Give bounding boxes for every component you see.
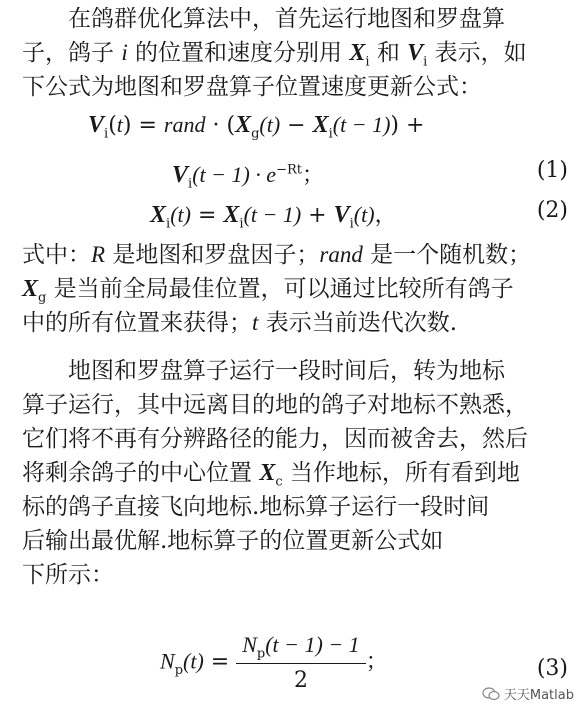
- text-span: 在鸽群优化算法中，首先运行地图和罗盘算: [68, 6, 505, 32]
- equation-1-line-2: [172, 158, 324, 191]
- variable-X: X: [312, 112, 329, 138]
- variable-X: X: [22, 276, 39, 302]
- text-line: [22, 524, 570, 558]
- text-span: 将剩余鸽子的中心位置: [22, 460, 252, 486]
- subscript: i: [365, 54, 370, 70]
- subscript: p: [256, 646, 266, 662]
- subscript: i: [328, 126, 333, 142]
- subscript: i: [188, 176, 193, 192]
- paragraph-intro: [22, 2, 570, 104]
- fraction: [236, 632, 365, 693]
- equation-3: [160, 632, 388, 693]
- operator: +: [301, 203, 334, 228]
- punctuation: ；: [365, 649, 388, 675]
- fraction-numerator: [236, 632, 365, 664]
- punctuation: ；: [301, 163, 324, 188]
- text-span: 和: [376, 40, 400, 66]
- variable-X: X: [259, 460, 276, 486]
- equals-sign: =: [203, 649, 237, 675]
- subscript: g: [251, 126, 260, 142]
- paren: (: [226, 113, 236, 138]
- text-span: 表示，如: [434, 40, 527, 66]
- equation-number-2: (2): [536, 198, 568, 223]
- variable-rand: rand: [163, 112, 206, 137]
- operator: −: [280, 113, 313, 138]
- subscript: c: [275, 474, 283, 490]
- operator: ) +: [390, 113, 425, 138]
- text-span: 当作地标，所有看到地: [289, 460, 520, 486]
- argument: (t − 1): [332, 112, 391, 137]
- text-line: [22, 2, 570, 36]
- equation-number-1: (1): [536, 158, 568, 183]
- text-span: 地图和罗盘算子运行一段时间后，转为地标: [68, 358, 505, 384]
- equals-sign: =: [190, 203, 224, 228]
- text-span: 中的所有位置来获得；: [22, 310, 252, 336]
- paren: ): [122, 113, 132, 138]
- watermark: [482, 684, 574, 703]
- variable-V: V: [407, 40, 424, 66]
- variable-X: X: [150, 202, 167, 228]
- subscript: p: [174, 663, 184, 679]
- text-span: 下公式为地图和罗盘算子位置速度更新公式：: [22, 74, 482, 100]
- variable-R: R: [91, 242, 106, 267]
- argument: (t): [170, 202, 191, 227]
- subscript: i: [423, 54, 428, 70]
- text-span: 算子运行，其中远离目的地的鸽子对地标不熟悉，: [22, 392, 528, 418]
- equation-number-3: (3): [536, 656, 568, 681]
- text-span: 是一个随机数；: [370, 242, 532, 268]
- variable-N: N: [242, 632, 257, 657]
- paragraph-definitions: [22, 238, 570, 340]
- subscript: i: [166, 216, 171, 232]
- variable-t: t: [116, 112, 123, 137]
- watermark-text: 天天Matlab: [503, 688, 574, 703]
- paragraph-landmark: [22, 354, 570, 592]
- variable-V: V: [333, 202, 350, 228]
- argument: (t − 1) · e: [192, 162, 277, 187]
- fraction-denominator: 2: [293, 668, 308, 694]
- argument: (t − 1) − 1: [265, 632, 360, 657]
- variable-V: V: [88, 112, 105, 138]
- text-span: 下所示：: [22, 562, 114, 588]
- text-line: [22, 238, 570, 272]
- equals-sign: =: [131, 113, 164, 138]
- text-span: 是地图和罗盘因子；: [112, 242, 320, 268]
- argument: (t − 1): [243, 202, 302, 227]
- text-span: 式中：: [22, 242, 91, 268]
- text-line: [22, 306, 570, 340]
- text-line: [22, 558, 570, 592]
- operator: ·: [205, 113, 227, 138]
- text-span: 的位置和速度分别用: [135, 40, 343, 66]
- text-line: [22, 354, 570, 388]
- punctuation: ，: [374, 203, 397, 228]
- text-line: [22, 422, 570, 456]
- equation-1-line-1: [88, 112, 424, 141]
- argument: (t): [183, 648, 204, 674]
- text-span: 它们将不再有分辨路径的能力，因而被舍去，然后: [22, 426, 528, 452]
- variable-X: X: [223, 202, 240, 228]
- text-line: [22, 272, 570, 306]
- subscript: g: [38, 290, 47, 306]
- variable-X: X: [349, 40, 366, 66]
- equation-2: [150, 198, 397, 231]
- subscript: i: [239, 216, 244, 232]
- argument: (t): [353, 202, 375, 227]
- text-span: 后输出最优解.地标算子的位置更新公式如: [22, 528, 444, 554]
- variable-rand: rand: [319, 242, 363, 267]
- text-line: [22, 70, 570, 104]
- paren: (: [108, 113, 117, 138]
- argument: (t): [259, 112, 281, 137]
- wechat-icon: [482, 687, 500, 701]
- variable-N: N: [160, 648, 175, 674]
- text-line: [22, 490, 570, 524]
- text-span: 子，鸽子: [22, 40, 114, 66]
- text-line: [22, 388, 570, 422]
- text-span: 表示当前迭代次数.: [265, 310, 458, 336]
- text-line: [22, 456, 570, 490]
- subscript: i: [104, 126, 109, 142]
- text-span: 标的鸽子直接飞向地标.地标算子运行一段时间: [22, 494, 490, 520]
- variable-i: i: [121, 40, 128, 65]
- variable-V: V: [172, 162, 189, 188]
- variable-t: t: [252, 310, 259, 335]
- variable-X: X: [235, 112, 252, 138]
- text-line: [22, 36, 570, 70]
- text-span: 是当前全局最佳位置，可以通过比较所有鸽子: [53, 276, 514, 302]
- superscript: −Rt: [276, 162, 302, 178]
- subscript: i: [349, 216, 354, 232]
